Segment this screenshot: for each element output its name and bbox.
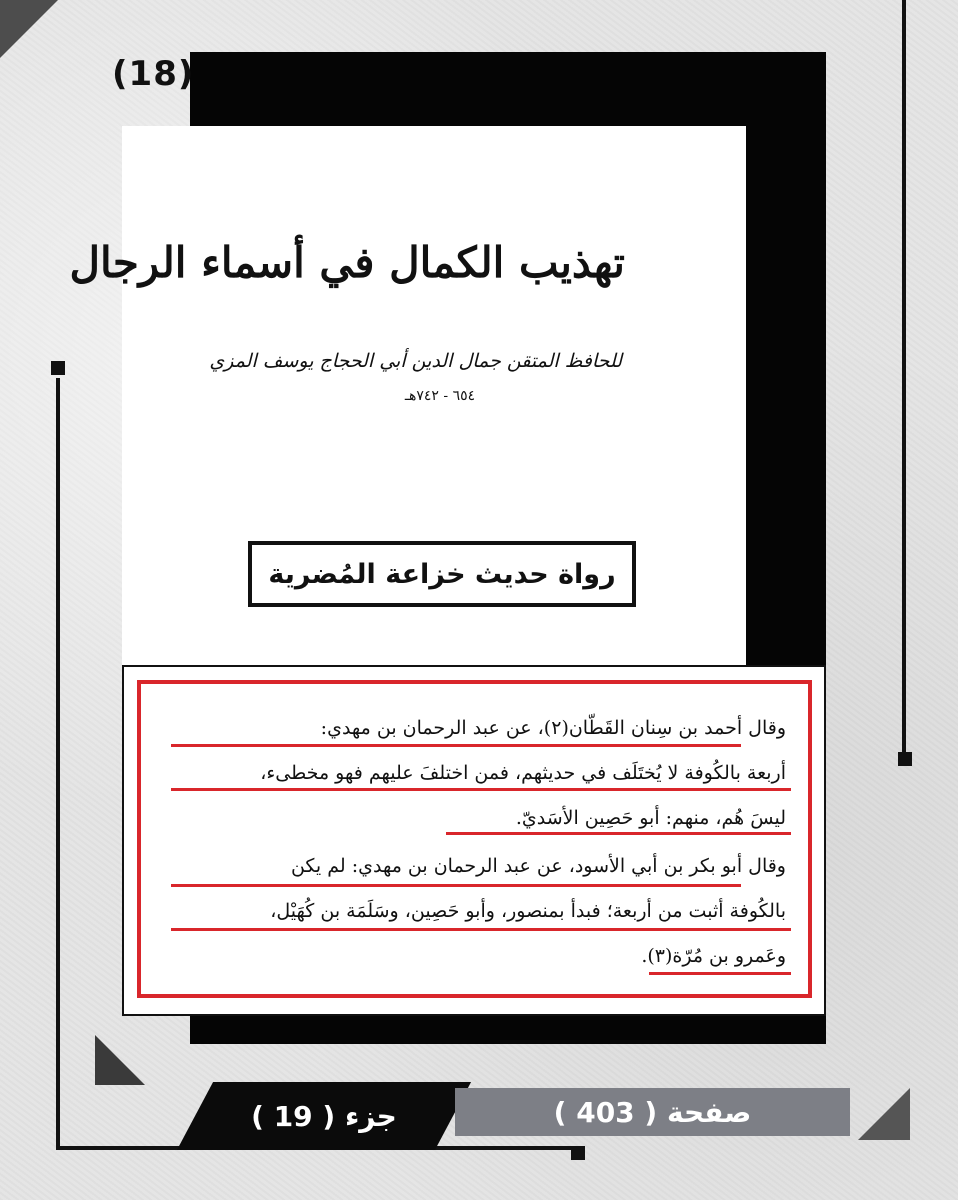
excerpt-line: وقال أبو بكر بن أبي الأسود، عن عبد الرحمان بن مهدي: لم يكن	[290, 855, 786, 877]
author-dates: ٦٥٤ - ٧٤٢هـ	[404, 388, 476, 404]
excerpt-paragraph-2	[161, 844, 786, 979]
excerpt-line: أربعة بالكُوفة لا يُختَلَف في حديثهم، فمن اختلفَ عليهم فهو مخطىء،	[260, 762, 786, 784]
page-label: صفحة ( 403 )	[553, 1095, 752, 1129]
excerpt-line: ليسَ هُم، منهم: أبو حَصِين الأسَديّ.	[515, 807, 786, 829]
red-underline	[171, 788, 791, 791]
frame-square-right	[898, 752, 912, 766]
book-author: للحافظ المتقن جمال الدين أبي الحجاج يوسف المزي	[209, 350, 622, 372]
page-number: (18)	[112, 54, 195, 94]
frame-line-left	[56, 378, 60, 1148]
red-underline	[649, 972, 791, 975]
red-underline	[171, 928, 791, 931]
excerpt-paragraph-1	[161, 706, 786, 841]
volume-label: جزء ( 19 )	[251, 1099, 397, 1133]
red-underline	[446, 832, 791, 835]
excerpt-line: وعَمرو بن مُرّة(٣).	[641, 945, 786, 967]
book-title: تهذيب الكمال في أسماء الرجال	[69, 238, 625, 287]
excerpt-line: وقال أحمد بن سِنان القَطّان(٢)، عن عبد الرحمان بن مهدي:	[320, 717, 786, 739]
excerpt-line: بالكُوفة أثبت من أربعة؛ فبدأ بمنصور، وأبو حَصِين، وسَلَمَة بن كُهَيْل،	[270, 900, 786, 922]
red-underline	[171, 744, 741, 747]
excerpt-highlight-box	[137, 680, 812, 998]
corner-triangle-top-left	[0, 0, 58, 58]
frame-square-bottom	[571, 1146, 585, 1160]
corner-triangle-bottom-right	[858, 1088, 910, 1140]
corner-triangle-bottom-left	[95, 1035, 145, 1085]
topic-label: رواة حديث خزاعة المُضرية	[268, 558, 616, 590]
frame-line-right	[902, 0, 906, 752]
red-underline	[171, 884, 741, 887]
topic-box	[248, 541, 636, 607]
frame-square-left	[51, 361, 65, 375]
